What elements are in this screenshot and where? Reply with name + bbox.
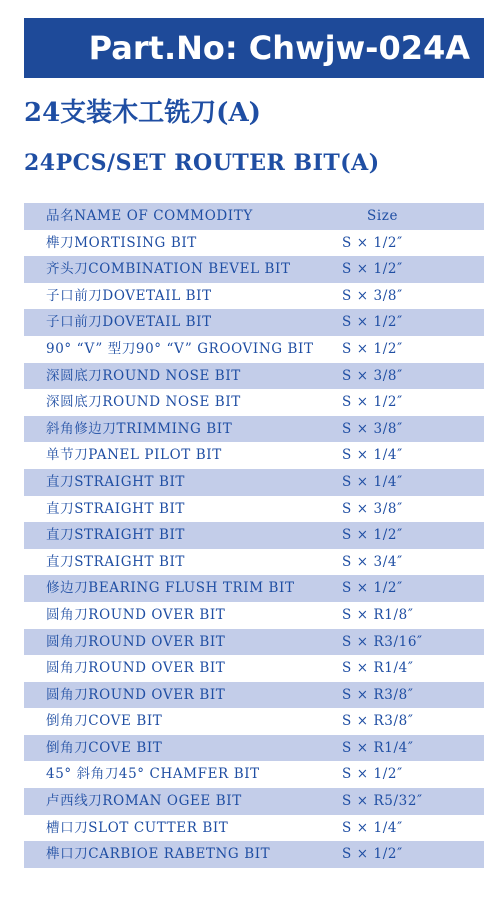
bit-name-cell: 90° “V” 型刀90° “V” GROOVING BIT xyxy=(46,340,314,357)
table-row xyxy=(24,841,484,868)
part-number-banner xyxy=(24,18,484,78)
bit-name-cell: 直刀STRAIGHT BIT xyxy=(46,473,186,490)
table-row xyxy=(24,256,484,283)
bit-size-cell: S × 3/8″ xyxy=(342,367,403,384)
table-row xyxy=(24,442,484,469)
table-row xyxy=(24,735,484,762)
bit-name-cell: 深圆底刀ROUND NOSE BIT xyxy=(46,394,241,411)
bit-name-cell: 圆角刀ROUND OVER BIT xyxy=(46,606,226,623)
table-row xyxy=(24,230,484,257)
bit-name-cell: 齐头刀COMBINATION BEVEL BIT xyxy=(46,261,291,278)
bit-size-cell: S × 1/2″ xyxy=(342,394,403,411)
bit-name-cell: 斜角修边刀TRIMMING BIT xyxy=(46,420,233,437)
table-row xyxy=(24,682,484,709)
bit-size-cell: S × R1/8″ xyxy=(342,606,414,623)
bit-size-cell: S × R3/8″ xyxy=(342,713,414,730)
bit-name-cell: 直刀STRAIGHT BIT xyxy=(46,553,186,570)
bit-size-cell: S × 1/2″ xyxy=(342,846,403,863)
bit-name-cell: 榫口刀CARBIOE RABETNG BIT xyxy=(46,846,271,863)
bit-size-cell: S × 1/2″ xyxy=(342,340,403,357)
bit-size-cell: S × 1/2″ xyxy=(342,261,403,278)
bit-size-cell: S × R1/4″ xyxy=(342,739,414,756)
table-row xyxy=(24,708,484,735)
bit-name-cell: 卢西线刀ROMAN OGEE BIT xyxy=(46,793,242,810)
bit-name-cell: 修边刀BEARING FLUSH TRIM BIT xyxy=(46,580,295,597)
table-header-row xyxy=(24,203,484,230)
bit-name-cell: 倒角刀COVE BIT xyxy=(46,739,163,756)
part-number-title: Part.No: Chwjw-024A xyxy=(88,29,470,67)
product-title-chinese: 24支装木工铣刀(A) xyxy=(24,98,261,128)
table-row xyxy=(24,602,484,629)
bit-size-cell: S × 1/2″ xyxy=(342,580,403,597)
bit-name-cell: 单节刀PANEL PILOT BIT xyxy=(46,447,222,464)
bit-size-cell: S × R3/8″ xyxy=(342,686,414,703)
table-row xyxy=(24,496,484,523)
table-row xyxy=(24,629,484,656)
bit-size-cell: S × 1/4″ xyxy=(342,819,403,836)
product-title-english: 24PCS/SET ROUTER BIT(A) xyxy=(24,150,380,176)
table-row xyxy=(24,815,484,842)
bit-name-cell: 榫刀MORTISING BIT xyxy=(46,234,197,251)
bit-name-cell: 直刀STRAIGHT BIT xyxy=(46,527,186,544)
bit-size-cell: S × 1/4″ xyxy=(342,447,403,464)
table-row xyxy=(24,761,484,788)
bit-size-cell: S × 1/2″ xyxy=(342,527,403,544)
bit-name-cell: 槽口刀SLOT CUTTER BIT xyxy=(46,819,229,836)
bit-size-cell: S × R1/4″ xyxy=(342,660,414,677)
bit-size-cell: S × 3/8″ xyxy=(342,420,403,437)
table-row xyxy=(24,575,484,602)
bit-name-cell: 子口前刀DOVETAIL BIT xyxy=(46,287,212,304)
bit-name-cell: 45° 斜角刀45° CHAMFER BIT xyxy=(46,766,260,783)
bit-size-cell: S × 1/2″ xyxy=(342,766,403,783)
table-row xyxy=(24,363,484,390)
router-bit-table xyxy=(24,203,484,868)
table-row xyxy=(24,655,484,682)
table-row xyxy=(24,389,484,416)
bit-size-cell: S × 3/8″ xyxy=(342,287,403,304)
table-row xyxy=(24,788,484,815)
bit-name-cell: 深圆底刀ROUND NOSE BIT xyxy=(46,367,241,384)
table-row xyxy=(24,336,484,363)
bit-size-cell: S × 1/2″ xyxy=(342,234,403,251)
header-name-of-commodity: 品名NAME OF COMMODITY xyxy=(46,208,253,224)
table-row xyxy=(24,416,484,443)
bit-size-cell: S × 1/2″ xyxy=(342,314,403,331)
table-row xyxy=(24,309,484,336)
bit-name-cell: 圆角刀ROUND OVER BIT xyxy=(46,633,226,650)
header-size: Size xyxy=(367,208,399,224)
table-row xyxy=(24,549,484,576)
table-row xyxy=(24,469,484,496)
bit-name-cell: 倒角刀COVE BIT xyxy=(46,713,163,730)
bit-size-cell: S × 3/8″ xyxy=(342,500,403,517)
bit-name-cell: 子口前刀DOVETAIL BIT xyxy=(46,314,212,331)
bit-name-cell: 圆角刀ROUND OVER BIT xyxy=(46,660,226,677)
bit-size-cell: S × 1/4″ xyxy=(342,473,403,490)
bit-size-cell: S × R3/16″ xyxy=(342,633,423,650)
table-row xyxy=(24,283,484,310)
bit-size-cell: S × 3/4″ xyxy=(342,553,403,570)
bit-name-cell: 直刀STRAIGHT BIT xyxy=(46,500,186,517)
bit-size-cell: S × R5/32″ xyxy=(342,793,423,810)
bit-name-cell: 圆角刀ROUND OVER BIT xyxy=(46,686,226,703)
table-row xyxy=(24,522,484,549)
